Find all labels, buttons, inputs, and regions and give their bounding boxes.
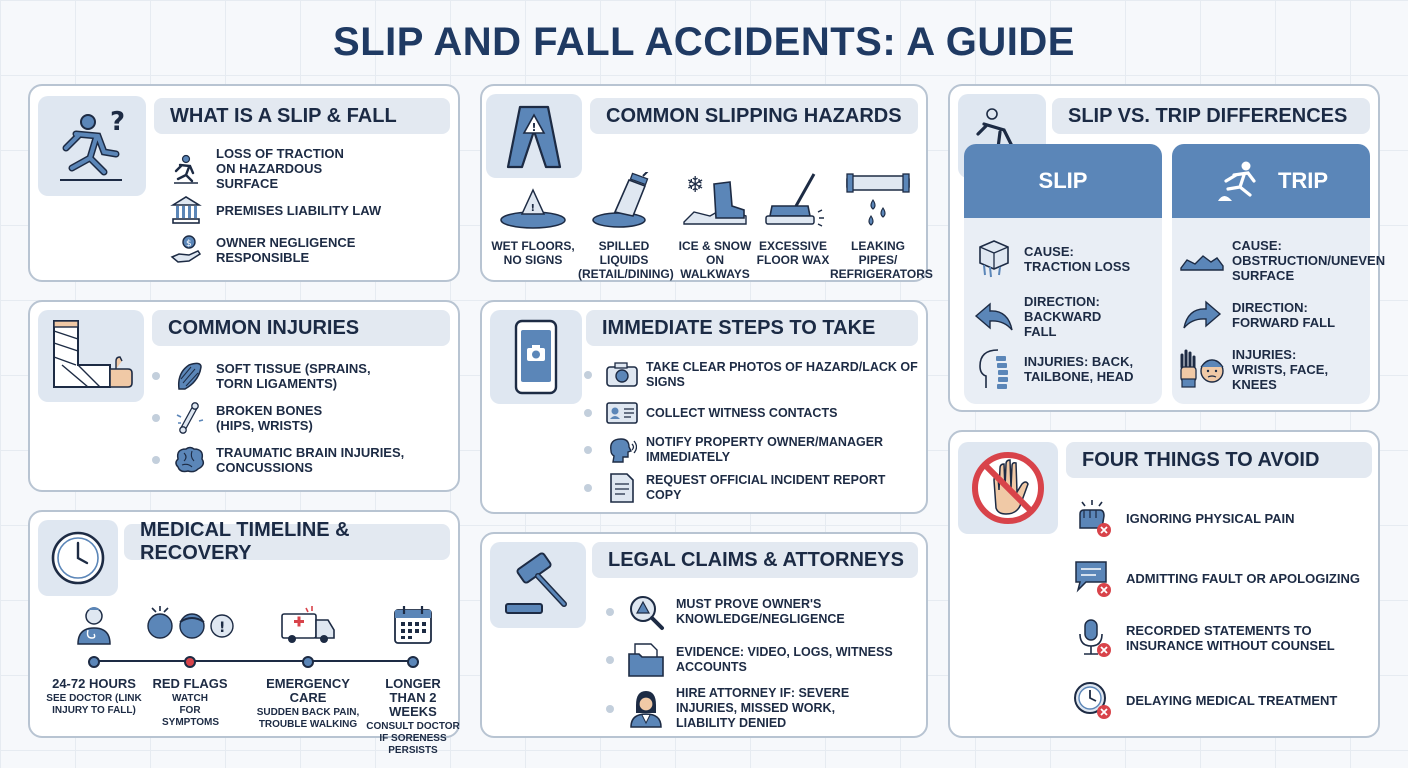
fist-icon bbox=[1070, 496, 1114, 540]
list-item-text: PREMISES LIABILITY LAW bbox=[216, 202, 382, 218]
slip-row-text: DIRECTION: BACKWARD FALL bbox=[1024, 294, 1102, 339]
timeline-point bbox=[34, 604, 154, 717]
calendar-icon bbox=[392, 604, 434, 646]
camera-icon bbox=[604, 360, 640, 390]
list-item bbox=[168, 146, 448, 191]
avoid-item bbox=[1070, 616, 1370, 660]
slip-column bbox=[964, 144, 1162, 404]
trip-row-text: DIRECTION: FORWARD FALL bbox=[1232, 300, 1336, 330]
timeline-point bbox=[140, 604, 240, 729]
gavel-icon bbox=[502, 552, 574, 618]
hazard-label: LEAKING PIPES/ REFRIGERATORS bbox=[830, 239, 933, 281]
bullet bbox=[584, 371, 592, 379]
slip-row bbox=[964, 346, 1162, 392]
head-pain-icon bbox=[142, 604, 238, 646]
speaking-head-icon bbox=[604, 434, 640, 466]
trip-row-text: INJURIES: WRISTS, FACE, KNEES bbox=[1232, 346, 1329, 392]
list-item-text: LOSS OF TRACTION ON HAZARDOUS SURFACE bbox=[216, 146, 344, 191]
list-item-text: SOFT TISSUE (SPRAINS, TORN LIGAMENTS) bbox=[216, 361, 371, 391]
ice-cube-icon bbox=[964, 238, 1024, 280]
timeline-marker bbox=[407, 656, 419, 668]
smartphone-panel bbox=[490, 310, 582, 404]
avoid-text: RECORDED STATEMENTS TO INSURANCE WITHOUT COUNSEL bbox=[1126, 623, 1335, 653]
bullet bbox=[152, 414, 160, 422]
wet-floor-sign-icon bbox=[502, 101, 566, 171]
wet-floor-sign-panel bbox=[486, 94, 582, 178]
step-item bbox=[584, 472, 924, 504]
timeline-sub: SUDDEN BACK PAIN, TROUBLE WALKING bbox=[256, 707, 360, 730]
bullet bbox=[606, 705, 614, 713]
stop-hand-panel bbox=[958, 442, 1058, 534]
spine-icon bbox=[964, 346, 1024, 392]
legal-item bbox=[606, 592, 922, 632]
legal-text: HIRE ATTORNEY IF: SEVERE INJURIES, MISSED WORK, LIABILITY DENIED bbox=[676, 686, 850, 730]
list-item bbox=[152, 400, 452, 436]
svg-text:❄: ❄ bbox=[686, 173, 705, 198]
trip-row-text: CAUSE: OBSTRUCTION/UNEVEN SURFACE bbox=[1232, 238, 1386, 283]
list-item-text: OWNER NEGLIGENCE RESPONSIBLE bbox=[216, 235, 356, 265]
medical-card bbox=[28, 510, 460, 756]
slip-person-panel bbox=[38, 96, 146, 196]
bullet bbox=[584, 484, 592, 492]
clock-icon bbox=[49, 529, 107, 587]
timeline-sub: SEE DOCTOR (LINK INJURY TO FALL) bbox=[46, 693, 142, 716]
timeline-point bbox=[248, 604, 368, 731]
trip-label: TRIP bbox=[1277, 168, 1329, 193]
timeline-marker bbox=[88, 656, 100, 668]
hazard-label: WET FLOORS, NO SIGNS bbox=[491, 239, 575, 267]
document-icon bbox=[604, 472, 640, 504]
folder-icon bbox=[626, 640, 666, 680]
svg-text:!: ! bbox=[530, 203, 536, 214]
trip-row bbox=[1172, 294, 1370, 336]
gavel-panel bbox=[490, 542, 586, 628]
list-item-text: TRAUMATIC BRAIN INJURIES, CONCUSSIONS bbox=[216, 445, 405, 475]
avoid-item bbox=[1070, 556, 1370, 600]
svg-text:!: ! bbox=[531, 121, 537, 134]
bullet bbox=[152, 372, 160, 380]
slipping-person-icon bbox=[168, 151, 204, 187]
injuries-card bbox=[28, 300, 460, 492]
contact-card-icon bbox=[604, 398, 640, 428]
brain-icon bbox=[172, 442, 206, 478]
avoid-text: DELAYING MEDICAL TREATMENT bbox=[1126, 692, 1338, 708]
slip-row bbox=[964, 238, 1162, 280]
timeline-sub: CONSULT DOCTOR IF SORENESS PERSISTS bbox=[366, 721, 460, 756]
bullet bbox=[584, 446, 592, 454]
step-item bbox=[584, 398, 924, 428]
list-item-text: BROKEN BONES (HIPS, WRISTS) bbox=[216, 403, 323, 433]
bandaged-arm-icon bbox=[48, 317, 134, 395]
hazard-label: SPILLED LIQUIDS (RETAIL/DINING) bbox=[578, 239, 674, 281]
timeline-marker bbox=[302, 656, 314, 668]
hand-money-icon bbox=[168, 232, 204, 268]
attorney-icon bbox=[626, 688, 666, 730]
hazard-item bbox=[750, 172, 836, 267]
arrow-forward-icon bbox=[1172, 294, 1232, 336]
arrow-back-icon bbox=[964, 296, 1024, 338]
trip-row bbox=[1172, 346, 1370, 392]
step-text: TAKE CLEAR PHOTOS OF HAZARD/LACK OF SIGNS bbox=[646, 360, 918, 389]
slip-row-text: CAUSE: TRACTION LOSS bbox=[1024, 244, 1131, 274]
timeline-sub: WATCH FOR SYMPTOMS bbox=[162, 693, 220, 728]
leaking-pipe-icon bbox=[843, 172, 913, 230]
slip-row-text: INJURIES: BACK, TAILBONE, HEAD bbox=[1024, 354, 1134, 384]
page-title: SLIP AND FALL ACCIDENTS: A GUIDE bbox=[333, 20, 1075, 64]
svg-text:?: ? bbox=[110, 107, 126, 137]
clock-icon bbox=[1070, 678, 1114, 722]
wrist-face-icon bbox=[1172, 346, 1232, 392]
slip-row bbox=[964, 294, 1162, 339]
slip-column-header bbox=[964, 144, 1162, 218]
list-item bbox=[168, 232, 448, 268]
bullet bbox=[606, 656, 614, 664]
timeline-title: RED FLAGS bbox=[152, 676, 228, 691]
list-item bbox=[152, 442, 452, 478]
svg-text:$: $ bbox=[186, 239, 192, 249]
medical-heading: MEDICAL TIMELINE & RECOVERY bbox=[124, 524, 450, 560]
avoid-item bbox=[1070, 496, 1370, 540]
hazard-item bbox=[578, 172, 674, 281]
what-is-card bbox=[28, 84, 460, 282]
courthouse-icon bbox=[168, 194, 204, 226]
tripping-person-icon bbox=[1214, 159, 1264, 203]
hazards-heading: COMMON SLIPPING HAZARDS bbox=[590, 98, 918, 134]
legal-item bbox=[606, 686, 922, 731]
legal-card bbox=[480, 532, 928, 738]
legal-text: EVIDENCE: VIDEO, LOGS, WITNESS ACCOUNTS bbox=[676, 645, 893, 674]
hazard-label: ICE & SNOW ON WALKWAYS bbox=[678, 239, 752, 281]
list-item bbox=[168, 194, 448, 226]
avoid-heading: FOUR THINGS TO AVOID bbox=[1066, 442, 1372, 478]
trip-row bbox=[1172, 238, 1386, 283]
slip-trip-heading: SLIP VS. TRIP DIFFERENCES bbox=[1052, 98, 1370, 134]
list-item bbox=[152, 358, 452, 394]
steps-heading: IMMEDIATE STEPS TO TAKE bbox=[586, 310, 918, 346]
floor-buffer-icon bbox=[758, 172, 828, 230]
bullet bbox=[606, 608, 614, 616]
avoid-text: ADMITTING FAULT OR APOLOGIZING bbox=[1126, 570, 1360, 586]
step-text: REQUEST OFFICIAL INCIDENT REPORT COPY bbox=[646, 473, 886, 502]
hazard-item bbox=[830, 172, 933, 281]
microphone-icon bbox=[1070, 616, 1114, 660]
step-item bbox=[584, 434, 924, 466]
timeline-title: EMERGENCY CARE bbox=[266, 676, 350, 705]
timeline-marker-alert bbox=[184, 656, 196, 668]
legal-heading: LEGAL CLAIMS & ATTORNEYS bbox=[592, 542, 918, 578]
bullet bbox=[152, 456, 160, 464]
doctor-icon bbox=[74, 604, 114, 646]
injuries-heading: COMMON INJURIES bbox=[152, 310, 450, 346]
hazard-item bbox=[672, 172, 758, 281]
bandaged-arm-panel bbox=[38, 310, 144, 402]
hazard-item bbox=[490, 186, 576, 267]
timeline-title: LONGER THAN 2 WEEKS bbox=[385, 676, 441, 719]
trip-column bbox=[1172, 144, 1386, 404]
timeline-point bbox=[352, 604, 474, 757]
spilled-cup-icon bbox=[589, 172, 659, 230]
step-text: COLLECT WITNESS CONTACTS bbox=[646, 405, 838, 420]
prohibited-hand-icon bbox=[970, 450, 1046, 526]
slip-trip-card bbox=[948, 84, 1386, 412]
slipping-person-icon bbox=[52, 106, 132, 186]
magnifier-warning-icon bbox=[626, 592, 666, 632]
avoid-text: IGNORING PHYSICAL PAIN bbox=[1126, 510, 1295, 526]
hazard-label: EXCESSIVE FLOOR WAX bbox=[756, 239, 830, 267]
step-text: NOTIFY PROPERTY OWNER/MANAGER IMMEDIATELY bbox=[646, 435, 884, 464]
wet-floor-icon bbox=[498, 186, 568, 230]
legal-item bbox=[606, 640, 922, 680]
slip-label: SLIP bbox=[1038, 168, 1088, 193]
bullet bbox=[584, 409, 592, 417]
clock-panel bbox=[38, 520, 118, 596]
bone-icon bbox=[172, 400, 206, 436]
ambulance-icon bbox=[280, 604, 336, 646]
snow-boot-icon bbox=[680, 172, 750, 230]
timeline-title: 24-72 HOURS bbox=[52, 676, 136, 691]
avoid-item bbox=[1070, 678, 1370, 722]
trip-column-header bbox=[1172, 144, 1370, 218]
hazards-card bbox=[480, 84, 933, 282]
step-item bbox=[584, 360, 924, 390]
what-is-heading: WHAT IS A SLIP & FALL bbox=[154, 98, 450, 134]
avoid-card bbox=[948, 430, 1380, 738]
legal-text: MUST PROVE OWNER'S KNOWLEDGE/NEGLIGENCE bbox=[676, 597, 845, 626]
smartphone-camera-icon bbox=[513, 318, 559, 396]
uneven-ground-icon bbox=[1172, 240, 1232, 282]
muscle-icon bbox=[172, 358, 206, 394]
chat-bubble-icon bbox=[1070, 556, 1114, 600]
svg-text:!: ! bbox=[219, 620, 226, 636]
steps-card bbox=[480, 300, 928, 514]
